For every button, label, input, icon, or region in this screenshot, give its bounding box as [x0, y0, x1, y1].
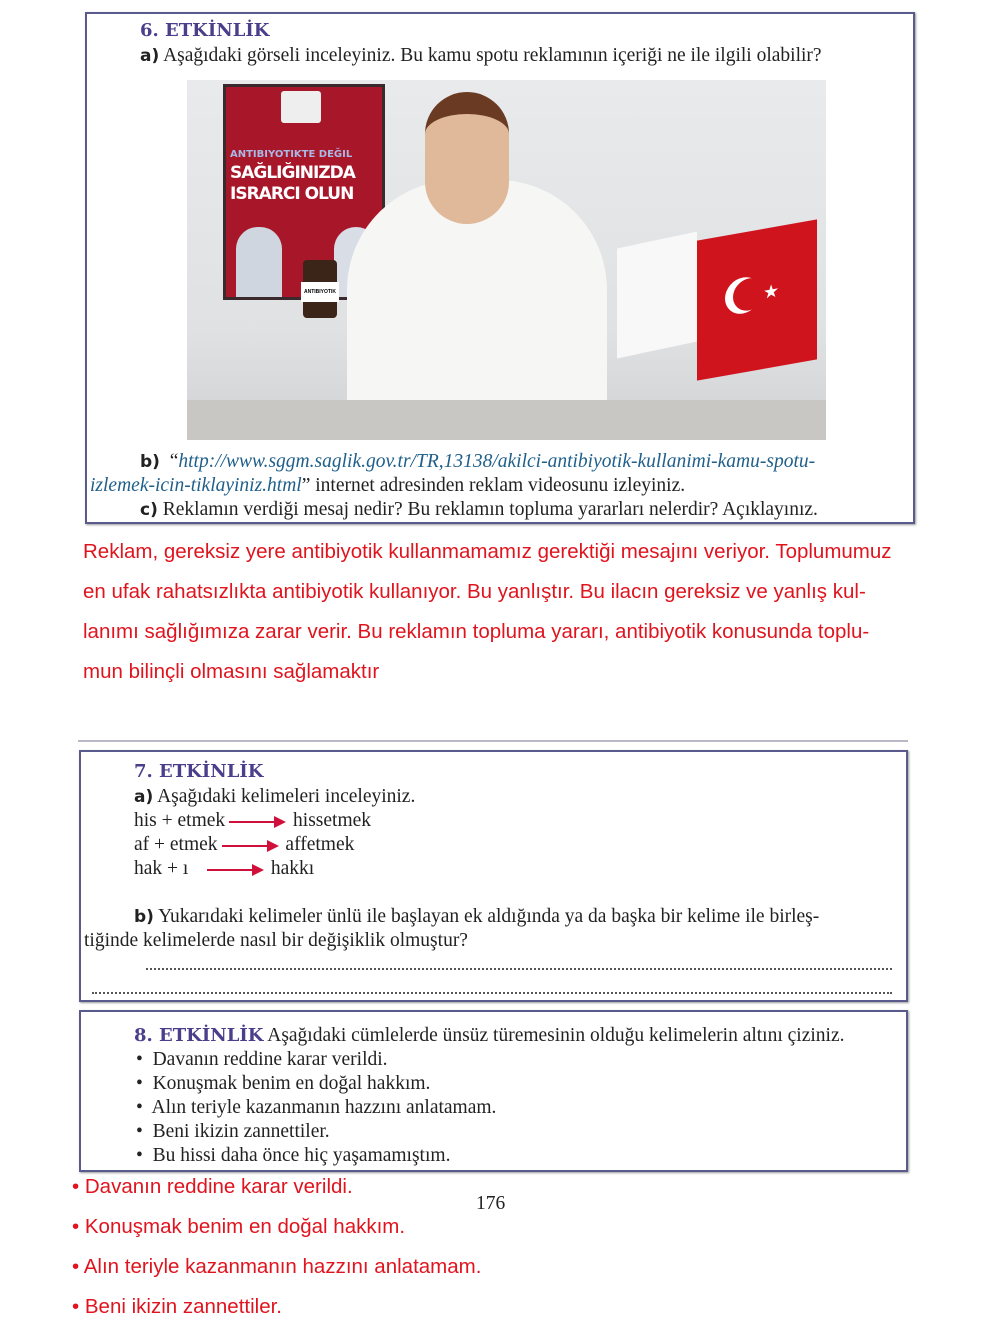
campaign-video-link[interactable]: http://www.sggm.saglik.gov.tr/TR,13138/akilci-antibiyotik-kullanimi-kamu-spotu- [178, 451, 816, 472]
word-result: hakkı [270, 858, 315, 879]
question-c-text: Reklamın verdiği mesaj nedir? Bu reklamın topluma yararları nelerdir? Açıklayınız. [162, 499, 818, 520]
turkish-flag: ★ [697, 219, 817, 380]
word-root: hak + ı [134, 858, 189, 879]
poster-line-1: ANTIBIYOTIKTE DEĞIL [230, 149, 353, 160]
activity-7-question-b-line1 [134, 905, 819, 929]
answer-line: • Davanın reddine karar verildi. [72, 1175, 353, 1198]
activity-7-title: 7. ETKİNLİK [134, 761, 264, 782]
activity-8-header [134, 1024, 844, 1048]
activity-7-question-a [134, 785, 415, 809]
bottle-label: ANTIBIYOTIK [301, 282, 339, 302]
activity-7-question-b-line2: tiğinde kelimelerde nasıl bir değişiklik olmuştur? [84, 930, 468, 951]
answer-line: • Konuşmak benim en doğal hakkım. [72, 1215, 406, 1238]
poster-line-3: ISRARCI OLUN [230, 184, 354, 204]
sentence-text: Beni ikizin zannettiler. [152, 1121, 330, 1142]
sentence-item: • Davanın reddine karar verildi. [136, 1049, 388, 1070]
answer-line: • Beni ikizin zannettiler. [72, 1295, 283, 1318]
label-b: b) [140, 452, 160, 472]
label-c: c) [140, 500, 158, 520]
answer-blank-line[interactable] [92, 992, 892, 994]
desk [187, 400, 826, 440]
arrow-right-icon [222, 845, 277, 847]
word-result: hissetmek [293, 810, 372, 831]
answer-line: • Alın teriyle kazanmanın hazzını anlatamam. [72, 1255, 482, 1278]
activity-6-question-b-line2 [90, 474, 685, 498]
question-b-text: Yukarıdaki kelimeler ünlü ile başlayan ek aldığında ya da başka bir kelime ile birleş- [158, 906, 820, 927]
answer-blank-line[interactable] [146, 968, 892, 970]
word-root: af + etmek [134, 834, 218, 855]
answer-line: en ufak rahatsızlıkta antibiyotik kullanıyor. Bu yanlıştır. Bu ilacın gereksiz ve yanlış kul- [83, 580, 866, 603]
activity-8-instruction: Aşağıdaki cümlelerde ünsüz türemesinin olduğu kelimelerin altını çiziniz. [267, 1025, 845, 1046]
sentence-text: Davanın reddine karar verildi. [152, 1049, 388, 1070]
answer-line: lanımı sağlığımıza zarar verir. Bu reklamın topluma yararı, antibiyotik konusunda toplu- [83, 620, 870, 643]
quote-close: ” [301, 475, 311, 496]
antibiotic-campaign-photo [187, 80, 826, 440]
question-a-text: Aşağıdaki kelimeleri inceleyiniz. [157, 786, 416, 807]
question-b-text: internet adresinden reklam videosunu izleyiniz. [310, 475, 686, 496]
page-number: 176 [476, 1193, 506, 1214]
activity-6-title: 6. ETKİNLİK [140, 20, 270, 41]
sentence-item: • Bu hissi daha önce hiç yaşamamıştım. [136, 1145, 451, 1166]
antibiotic-bottle [303, 260, 337, 318]
quote-open: “ [169, 451, 179, 472]
word-result: affetmek [285, 834, 355, 855]
word-pair [134, 809, 371, 833]
campaign-video-link-cont[interactable]: izlemek-icin-tiklayiniz.html [90, 475, 302, 496]
sentence-item: • Beni ikizin zannettiler. [136, 1121, 330, 1142]
section-divider [78, 740, 908, 742]
doctor-head [425, 92, 509, 224]
answer-line: Reklam, gereksiz yere antibiyotik kullanmamamız gerektiği mesajını veriyor. Toplumumuz [83, 540, 892, 563]
sentence-text: Alın teriyle kazanmanın hazzını anlatamam. [151, 1097, 497, 1118]
activity-6-question-a [140, 44, 822, 68]
ministry-flag [617, 231, 697, 358]
arrow-right-icon [207, 869, 262, 871]
arrow-right-icon [229, 821, 284, 823]
sentence-item: • Alın teriyle kazanmanın hazzını anlatamam. [136, 1097, 497, 1118]
label-a: a) [134, 787, 154, 807]
poster-line-2: SAĞLIĞINIZDA [230, 163, 355, 183]
activity-8-title: 8. ETKİNLİK [134, 1025, 264, 1046]
word-pair [134, 857, 314, 881]
answer-line: mun bilinçli olmasını sağlamaktır [83, 660, 380, 683]
question-a-text: Aşağıdaki görseli inceleyiniz. Bu kamu spotu reklamının içeriği ne ile ilgili olabilir? [163, 45, 822, 66]
poster-doctor-male [236, 227, 282, 297]
sentence-item: • Konuşmak benim en doğal hakkım. [136, 1073, 431, 1094]
activity-6-question-c [140, 498, 818, 522]
word-pair [134, 833, 354, 857]
ministry-logo [281, 91, 321, 123]
sentence-text: Konuşmak benim en doğal hakkım. [152, 1073, 431, 1094]
label-a: a) [140, 46, 160, 66]
activity-6-question-b-line1 [140, 450, 815, 474]
word-root: his + etmek [134, 810, 226, 831]
label-b: b) [134, 907, 154, 927]
sentence-text: Bu hissi daha önce hiç yaşamamıştım. [152, 1145, 451, 1166]
